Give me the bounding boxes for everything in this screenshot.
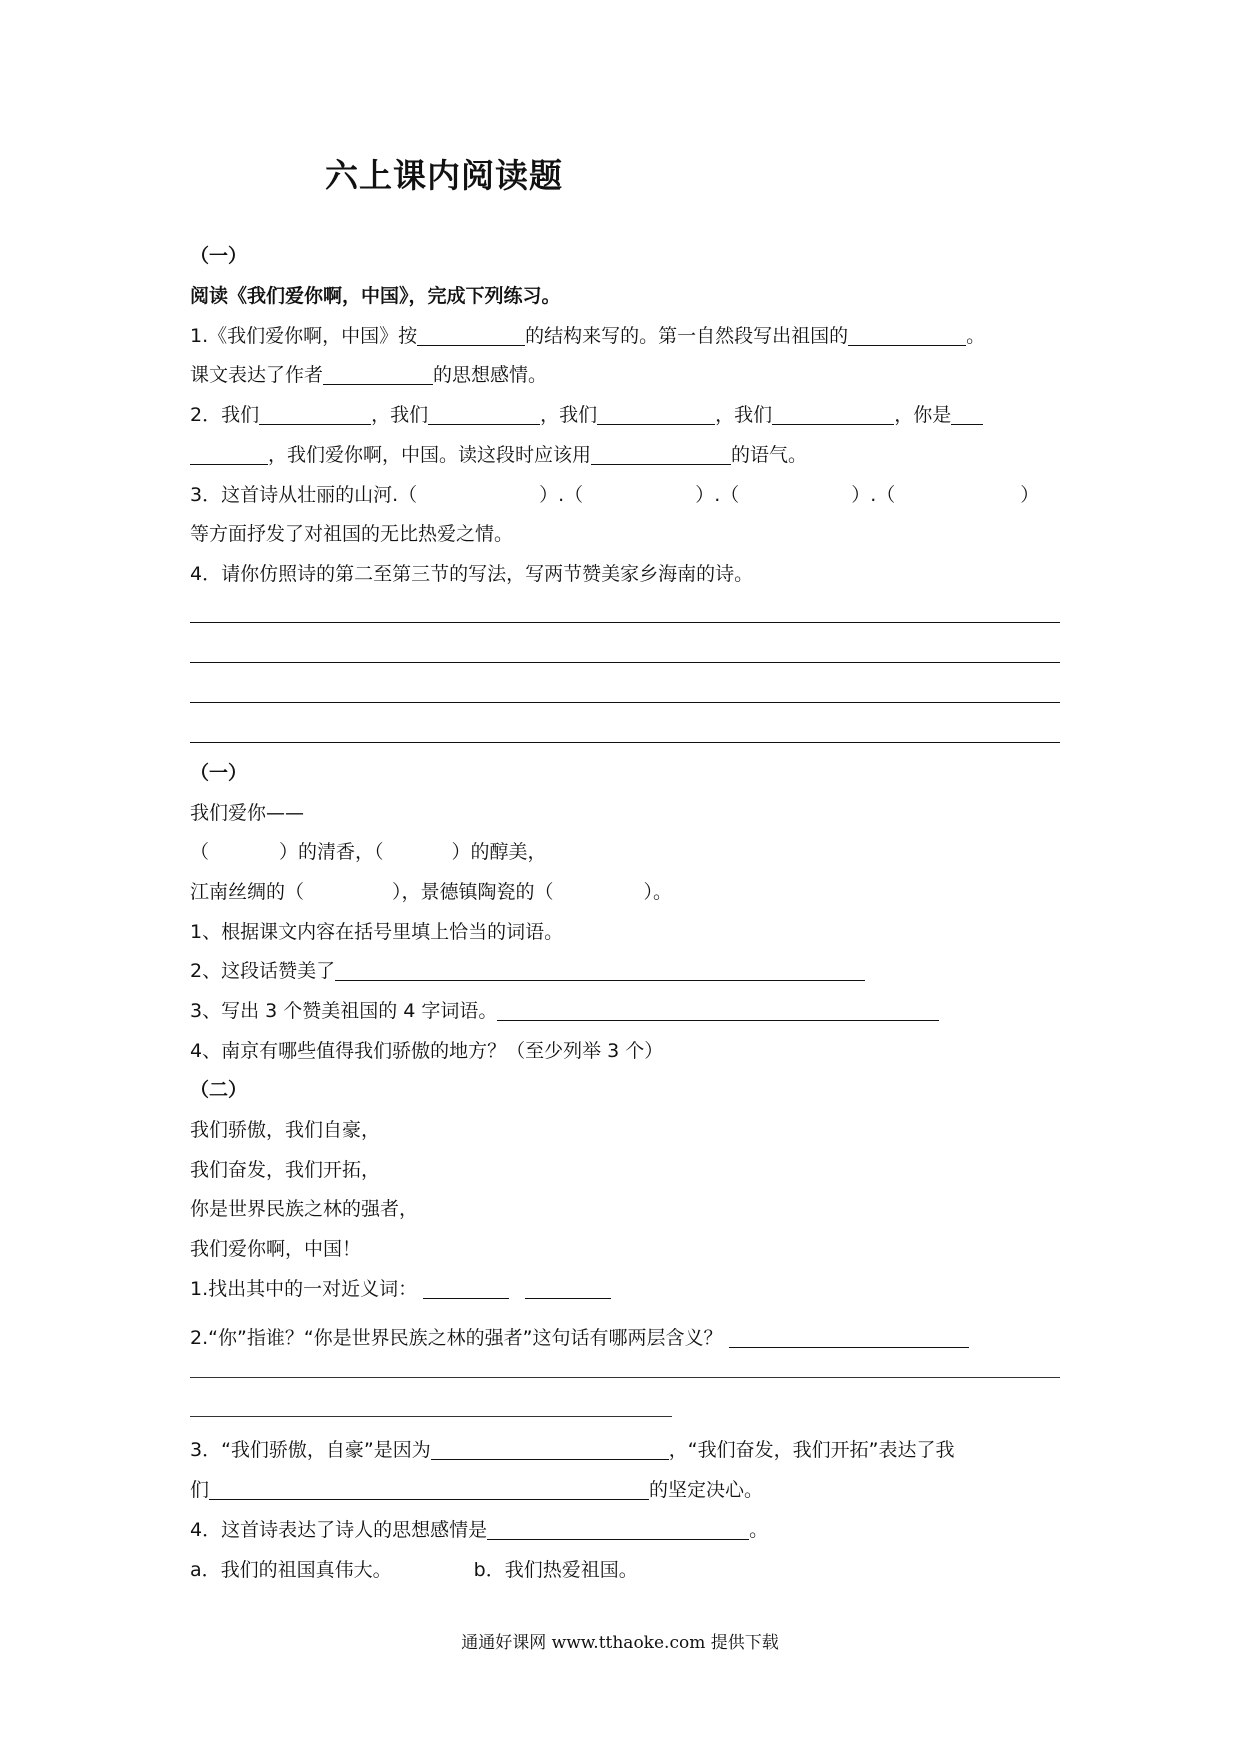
q3-text-a: 3．这首诗从壮丽的山河.（	[190, 484, 418, 506]
q1-text-a: 1.《我们爱你啊，中国》按	[190, 325, 418, 347]
answer-blank[interactable]	[487, 1519, 749, 1540]
s1-question-4: 4．请你仿照诗的第二至第三节的写法，写两节赞美家乡海南的诗。	[190, 563, 754, 585]
poem-text: ）。	[643, 881, 673, 903]
q1-text: 1.找出其中的一对近义词：	[190, 1278, 418, 1300]
poem-text: ）的清香，（	[279, 841, 384, 863]
q3-text-a: 3．“我们骄傲，自豪”是因为	[190, 1439, 431, 1461]
poem-line: 我们奋发，我们开拓，	[190, 1159, 381, 1181]
writing-line[interactable]	[190, 622, 1060, 623]
answer-blank[interactable]	[591, 444, 731, 465]
s1-question-1-cont	[190, 362, 547, 388]
answer-blank[interactable]	[323, 364, 433, 385]
q3-paren: ）.（	[851, 484, 896, 506]
q3-paren: ）.（	[539, 484, 584, 506]
q2-text-b: 你是	[913, 404, 952, 426]
we-text: 我们	[559, 404, 598, 426]
s2-question-2	[190, 958, 865, 984]
answer-blank[interactable]	[597, 404, 715, 425]
s1-question-2-cont	[190, 442, 807, 468]
q3-paren-end: ）	[1020, 484, 1040, 506]
s3-question-4	[190, 1517, 768, 1543]
comma: ，	[540, 404, 560, 426]
page-title: 六上课内阅读题	[325, 156, 563, 195]
s2-question-1: 1、根据课文内容在括号里填上恰当的词语。	[190, 921, 564, 943]
poem-line: 我们爱你——	[190, 802, 305, 824]
we-text: 我们	[734, 404, 773, 426]
poem-line: 我们骄傲，我们自豪，	[190, 1119, 381, 1141]
s3-options	[190, 1557, 638, 1583]
q2-text-a: 2．我们	[190, 404, 260, 426]
poem-line-fill	[190, 879, 672, 905]
answer-blank[interactable]	[497, 1000, 939, 1021]
answer-blank[interactable]	[772, 404, 894, 425]
answer-blank[interactable]	[335, 960, 865, 981]
writing-line[interactable]	[190, 742, 1060, 743]
s2-question-4: 4、南京有哪些值得我们骄傲的地方？（至少列举 3 个）	[190, 1040, 664, 1062]
option-b[interactable]: b．我们热爱祖国。	[473, 1559, 638, 1581]
q3-text-c: 们	[190, 1479, 210, 1501]
writing-line[interactable]	[190, 702, 1060, 703]
s1-question-3-cont: 等方面抒发了对祖国的无比热爱之情。	[190, 523, 514, 545]
answer-blank[interactable]	[209, 1479, 649, 1500]
writing-line[interactable]	[190, 1377, 1060, 1378]
paren-open: （	[190, 841, 210, 863]
answer-blank[interactable]	[848, 325, 966, 346]
answer-blank[interactable]	[431, 1439, 669, 1460]
q1-text-c: 。	[966, 325, 986, 347]
footer-credit: 通通好课网 www.tthaoke.com 提供下载	[461, 1633, 779, 1653]
s1-question-3	[190, 482, 1039, 508]
s1-question-2	[190, 402, 983, 428]
q3-paren: ）.（	[695, 484, 740, 506]
q3-text-d: 的坚定决心。	[649, 1479, 764, 1501]
q3-text: 3、写出 3 个赞美祖国的 4 字词语。	[190, 1000, 498, 1022]
poem-line: 你是世界民族之林的强者，	[190, 1198, 419, 1220]
writing-line[interactable]	[190, 1416, 672, 1417]
comma: ，	[715, 404, 735, 426]
section-2-heading: （一）	[190, 762, 248, 784]
we-text: 我们	[390, 404, 429, 426]
answer-blank[interactable]	[259, 404, 371, 425]
q2-text-c: ，我们爱你啊，中国。读这段时应该用	[268, 444, 592, 466]
s3-question-1	[190, 1276, 611, 1302]
s1-question-1	[190, 323, 985, 349]
section-3-heading: （二）	[190, 1079, 248, 1101]
answer-blank[interactable]	[428, 404, 540, 425]
poem-text: ）的醇美，	[451, 841, 547, 863]
poem-text: 江南丝绸的（	[190, 881, 305, 903]
q1-text-b: 的结构来写的。第一自然段写出祖国的	[525, 325, 849, 347]
q4-text-b: 。	[749, 1519, 769, 1541]
answer-blank[interactable]	[729, 1327, 969, 1348]
answer-blank[interactable]	[951, 404, 983, 425]
poem-line-fill	[190, 839, 547, 865]
s3-question-3	[190, 1437, 954, 1463]
writing-line[interactable]	[190, 662, 1060, 663]
q2-text-d: 的语气。	[731, 444, 808, 466]
q1-text-e: 的思想感情。	[433, 364, 548, 386]
answer-blank[interactable]	[423, 1278, 509, 1299]
q2-text: 2.“你”指谁？“你是世界民族之林的强者”这句话有哪两层含义？	[190, 1327, 723, 1349]
q3-text-b: ，“我们奋发，我们开拓”表达了我	[668, 1439, 955, 1461]
section-1-instruction: 阅读《我们爱你啊，中国》，完成下列练习。	[190, 285, 561, 307]
q4-text-a: 4．这首诗表达了诗人的思想感情是	[190, 1519, 488, 1541]
answer-blank[interactable]	[417, 325, 525, 346]
answer-blank[interactable]	[525, 1278, 611, 1299]
answer-blank[interactable]	[190, 444, 268, 465]
s2-question-3	[190, 998, 939, 1024]
q2-text: 2、这段话赞美了	[190, 960, 336, 982]
q1-text-d: 课文表达了作者	[190, 364, 324, 386]
poem-line: 我们爱你啊，中国！	[190, 1238, 362, 1260]
option-a[interactable]: a．我们的祖国真伟大。	[190, 1559, 392, 1581]
poem-text: ），景德镇陶瓷的（	[392, 881, 554, 903]
s3-question-3-cont	[190, 1477, 763, 1503]
section-1-heading: （一）	[190, 245, 248, 267]
s3-question-2	[190, 1325, 969, 1351]
comma: ，	[371, 404, 391, 426]
comma: ，	[894, 404, 914, 426]
